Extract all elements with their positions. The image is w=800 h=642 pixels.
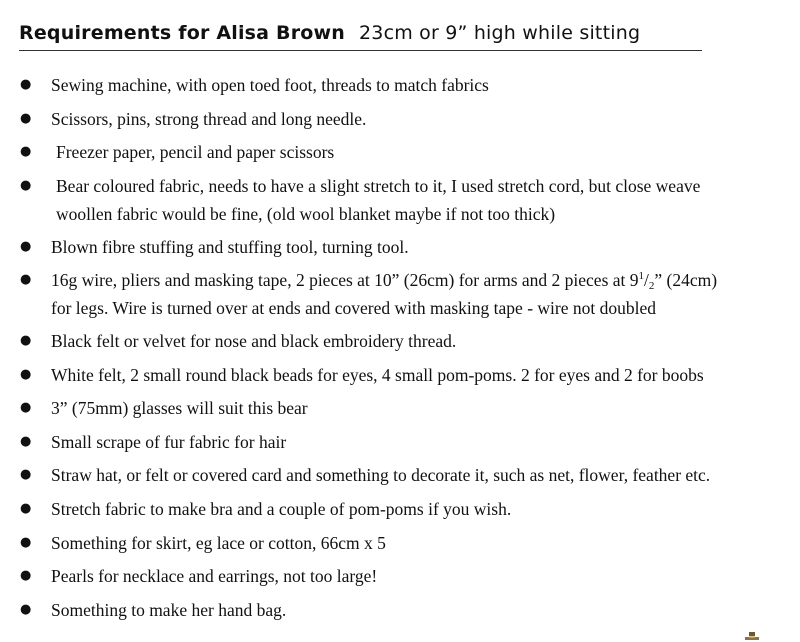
list-item-text: Freezer paper, pencil and paper scissors bbox=[56, 142, 335, 162]
fraction-numerator: 1 bbox=[638, 270, 645, 282]
bullet-icon: ● bbox=[20, 467, 32, 482]
bullet-icon: ● bbox=[20, 239, 32, 254]
bullet-icon: ● bbox=[20, 111, 32, 126]
list-item-text: Pearls for necklace and earrings, not too large! bbox=[51, 566, 378, 586]
bullet-icon: ● bbox=[20, 77, 32, 92]
title-name: Requirements for Alisa Brown bbox=[19, 22, 345, 44]
fraction-denominator: 2 bbox=[648, 280, 655, 292]
bullet-icon: ● bbox=[20, 400, 32, 415]
title-underline bbox=[19, 50, 702, 51]
bullet-icon: ● bbox=[20, 272, 32, 287]
list-item-text-continued: for legs. Wire is turned over at ends and covered with masking tape - wire not doubled bbox=[51, 298, 656, 318]
bullet-icon: ● bbox=[20, 367, 32, 382]
bullet-icon: ● bbox=[20, 144, 32, 159]
list-item-text-part: 16g wire, pliers and masking tape, 2 pieces at 10” (26cm) for arms and 2 pieces at 9 bbox=[51, 270, 639, 290]
list-item-text: Something for skirt, eg lace or cotton, 66cm x 5 bbox=[51, 533, 386, 553]
list-item-text: Sewing machine, with open toed foot, threads to match fabrics bbox=[51, 75, 489, 95]
bullet-icon: ● bbox=[20, 333, 32, 348]
list-item-text: Something to make her hand bag. bbox=[51, 600, 287, 620]
bullet-icon: ● bbox=[20, 602, 32, 617]
list-item-text bbox=[51, 266, 717, 297]
bullet-icon: ● bbox=[20, 434, 32, 449]
list-item-text: Bear coloured fabric, needs to have a slight stretch to it, I used stretch cord, but close weave bbox=[56, 176, 701, 196]
bullet-icon: ● bbox=[20, 501, 32, 516]
list-item-text: Blown fibre stuffing and stuffing tool, turning tool. bbox=[51, 237, 409, 257]
list-item-text: Small scrape of fur fabric for hair bbox=[51, 432, 287, 452]
list-item-text: Black felt or velvet for nose and black embroidery thread. bbox=[51, 331, 457, 351]
list-item-text-continued: woollen fabric would be fine, (old wool blanket maybe if not too thick) bbox=[56, 204, 556, 224]
list-item-text: 3” (75mm) glasses will suit this bear bbox=[51, 398, 308, 418]
bullet-icon: ● bbox=[20, 178, 32, 193]
hat-icon bbox=[745, 630, 759, 642]
bullet-icon: ● bbox=[20, 535, 32, 550]
list-item-text: Scissors, pins, strong thread and long needle. bbox=[51, 109, 367, 129]
list-item-text: Stretch fabric to make bra and a couple of pom-poms if you wish. bbox=[51, 499, 512, 519]
bullet-icon: ● bbox=[20, 568, 32, 583]
list-item-text: White felt, 2 small round black beads for eyes, 4 small pom-poms. 2 for eyes and 2 for boobs bbox=[51, 365, 704, 385]
list-item-text: Straw hat, or felt or covered card and something to decorate it, such as net, flower, feather etc. bbox=[51, 465, 711, 485]
page-title bbox=[19, 20, 640, 46]
list-item-text-part: ” (24cm) bbox=[654, 270, 718, 290]
title-size: 23cm or 9” high while sitting bbox=[359, 22, 641, 44]
fraction: $^1/_2$ bbox=[638, 270, 655, 292]
